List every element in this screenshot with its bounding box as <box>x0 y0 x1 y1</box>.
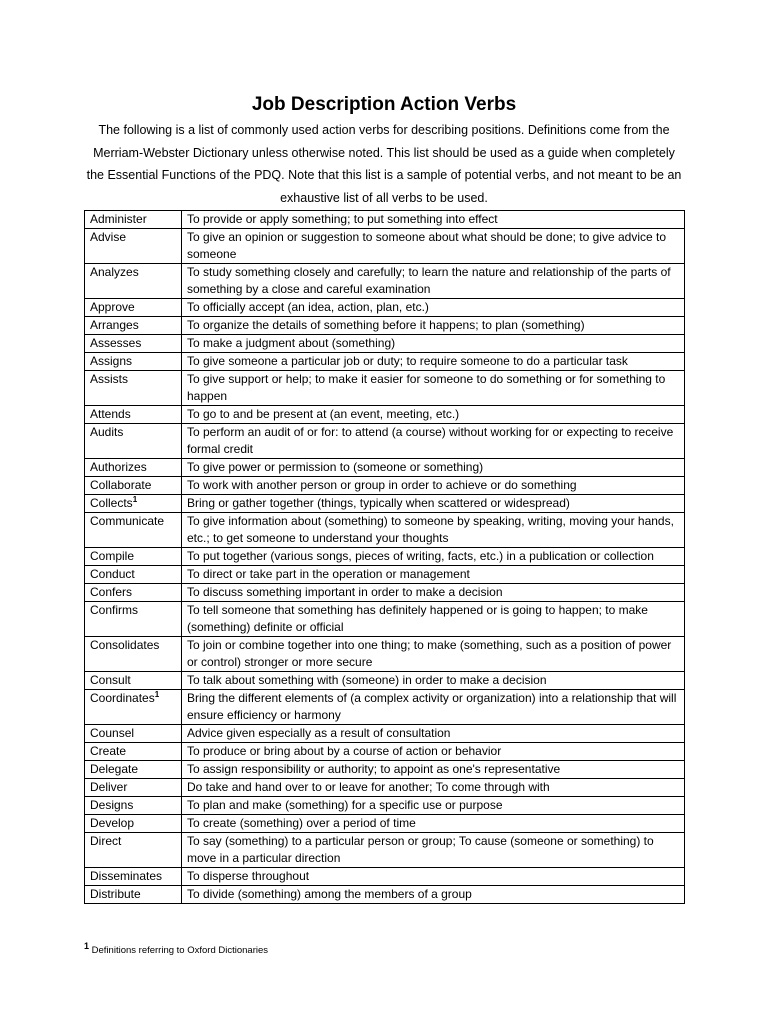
table-row <box>85 566 685 584</box>
table-row <box>85 886 685 904</box>
intro-paragraph: The following is a list of commonly used action verbs for describing positions. Definitions come from the Merriam-Webster Dictionary unless otherwise noted. This list should be used as a guide when completely the Essential Functions of the PDQ. Note that this list is a sample of potential verbs, and not meant to be an exhaustive list of all verbs to be used. <box>86 123 682 205</box>
table-row <box>85 477 685 495</box>
verb-term: Collaborate <box>90 478 152 492</box>
table-row <box>85 833 685 868</box>
verb-term: Approve <box>90 300 135 314</box>
verb-term-cell <box>85 229 182 264</box>
footnote <box>84 940 269 958</box>
verb-term: Counsel <box>90 726 135 740</box>
table-row <box>85 548 685 566</box>
table-row <box>85 299 685 317</box>
table-row <box>85 317 685 335</box>
verb-term-cell <box>85 797 182 815</box>
verb-term-cell <box>85 672 182 690</box>
verb-term-cell <box>85 779 182 797</box>
verb-term: Direct <box>90 834 122 848</box>
page-title: Job Description Action Verbs <box>251 94 517 115</box>
table-row <box>85 513 685 548</box>
footnote-reference: 1 <box>132 495 138 504</box>
verb-definition: To officially accept (an idea, action, plan, etc.) <box>182 299 685 317</box>
table-row <box>85 371 685 406</box>
verb-definition: To give someone a particular job or duty; to require someone to do a particular task <box>182 353 685 371</box>
table-row <box>85 495 685 513</box>
verb-term: Audits <box>90 425 124 439</box>
verb-term: Delegate <box>90 762 139 776</box>
verb-term: Assigns <box>90 354 133 368</box>
verb-definition: Do take and hand over to or leave for another; To come through with <box>182 779 685 797</box>
verb-term-cell <box>85 477 182 495</box>
verb-term: Attends <box>90 407 131 421</box>
verb-definition: To go to and be present at (an event, meeting, etc.) <box>182 406 685 424</box>
verb-definition: To give power or permission to (someone or something) <box>182 459 685 477</box>
footnote-reference: 1 <box>154 690 160 699</box>
verb-term-cell <box>85 424 182 459</box>
verb-definition: To perform an audit of or for: to attend (a course) without working for or expecting to receive formal credit <box>182 424 685 459</box>
verb-term: Assesses <box>90 336 142 350</box>
verb-term-cell <box>85 513 182 548</box>
table-row <box>85 211 685 229</box>
table-row <box>85 725 685 743</box>
verb-definition: To divide (something) among the members of a group <box>182 886 685 904</box>
verb-definition: To put together (various songs, pieces of writing, facts, etc.) in a publication or collection <box>182 548 685 566</box>
verb-term: Communicate <box>90 514 165 528</box>
verb-term-cell <box>85 886 182 904</box>
verb-definition: To create (something) over a period of time <box>182 815 685 833</box>
verb-definition: To say (something) to a particular person or group; To cause (someone or something) to move in a particular direction <box>182 833 685 868</box>
verb-term: Deliver <box>90 780 128 794</box>
verb-term-cell <box>85 761 182 779</box>
verb-term-cell <box>85 833 182 868</box>
table-row <box>85 335 685 353</box>
verb-term: Consolidates <box>90 638 160 652</box>
verb-definition: To give an opinion or suggestion to someone about what should be done; to give advice to someone <box>182 229 685 264</box>
verb-definition: To join or combine together into one thing; to make (something, such as a position of power or control) stronger or more secure <box>182 637 685 672</box>
table-row <box>85 229 685 264</box>
table-row <box>85 424 685 459</box>
verb-term: Collects <box>90 496 133 510</box>
verb-term: Coordinates <box>90 691 155 705</box>
table-row <box>85 264 685 299</box>
verb-term: Conduct <box>90 567 135 581</box>
verb-term: Disseminates <box>90 869 163 883</box>
verb-definition: To disperse throughout <box>182 868 685 886</box>
verb-term-cell <box>85 637 182 672</box>
table-row <box>85 761 685 779</box>
verb-definition: To give information about (something) to someone by speaking, writing, moving your hands, etc.; to get someone to understand your thoughts <box>182 513 685 548</box>
verb-definition: To discuss something important in order to make a decision <box>182 584 685 602</box>
table-row <box>85 584 685 602</box>
verb-term: Distribute <box>90 887 141 901</box>
verb-definition: To produce or bring about by a course of action or behavior <box>182 743 685 761</box>
verb-term-cell <box>85 317 182 335</box>
verb-term-cell <box>85 299 182 317</box>
table-row <box>85 459 685 477</box>
verb-definition: To make a judgment about (something) <box>182 335 685 353</box>
verb-definition: To direct or take part in the operation or management <box>182 566 685 584</box>
verb-term: Designs <box>90 798 134 812</box>
table-row <box>85 690 685 725</box>
verb-term-cell <box>85 566 182 584</box>
verb-term-cell <box>85 335 182 353</box>
verb-term-cell <box>85 495 182 513</box>
verb-definition: Advice given especially as a result of consultation <box>182 725 685 743</box>
verb-term-cell <box>85 725 182 743</box>
table-row <box>85 637 685 672</box>
verb-term-cell <box>85 690 182 725</box>
verb-definition: To study something closely and carefully; to learn the nature and relationship of the parts of something by a close and careful examination <box>182 264 685 299</box>
verb-definition: To work with another person or group in order to achieve or do something <box>182 477 685 495</box>
verb-term: Confers <box>90 585 133 599</box>
verb-term-cell <box>85 868 182 886</box>
verb-term: Create <box>90 744 127 758</box>
verb-term: Administer <box>90 212 147 226</box>
verb-term-cell <box>85 584 182 602</box>
verb-term: Consult <box>90 673 131 687</box>
verb-term-cell <box>85 211 182 229</box>
verb-definition: To assign responsibility or authority; to appoint as one's representative <box>182 761 685 779</box>
verb-term-cell <box>85 743 182 761</box>
verb-term: Arranges <box>90 318 139 332</box>
verb-term-cell <box>85 371 182 406</box>
table-row <box>85 602 685 637</box>
footnote-text: Definitions referring to Oxford Dictionaries <box>91 945 269 956</box>
verb-definition: To give support or help; to make it easier for someone to do something or for something to happen <box>182 371 685 406</box>
verb-term: Confirms <box>90 603 139 617</box>
verb-definition: To plan and make (something) for a specific use or purpose <box>182 797 685 815</box>
action-verbs-table <box>84 210 685 904</box>
verb-definition: To tell someone that something has definitely happened or is going to happen; to make (something) definite or official <box>182 602 685 637</box>
verb-term-cell <box>85 353 182 371</box>
verb-definition: Bring or gather together (things, typically when scattered or widespread) <box>182 495 685 513</box>
verb-term: Authorizes <box>90 460 147 474</box>
verb-term-cell <box>85 548 182 566</box>
verb-term: Advise <box>90 230 127 244</box>
verb-definition: Bring the different elements of (a complex activity or organization) into a relationship that will ensure efficiency or harmony <box>182 690 685 725</box>
verb-definition: To provide or apply something; to put something into effect <box>182 211 685 229</box>
verb-term: Analyzes <box>90 265 139 279</box>
verb-definition: To talk about something with (someone) in order to make a decision <box>182 672 685 690</box>
verb-definition: To organize the details of something before it happens; to plan (something) <box>182 317 685 335</box>
verb-term-cell <box>85 602 182 637</box>
table-row <box>85 406 685 424</box>
verb-term-cell <box>85 264 182 299</box>
verb-term: Assists <box>90 372 129 386</box>
verb-term: Compile <box>90 549 135 563</box>
verb-term-cell <box>85 406 182 424</box>
table-row <box>85 743 685 761</box>
table-row <box>85 779 685 797</box>
verb-term: Develop <box>90 816 135 830</box>
table-row <box>85 672 685 690</box>
footnote-mark: 1 <box>84 940 90 951</box>
table-row <box>85 353 685 371</box>
table-row <box>85 815 685 833</box>
verb-term-cell <box>85 459 182 477</box>
table-row <box>85 797 685 815</box>
verb-term-cell <box>85 815 182 833</box>
table-row <box>85 868 685 886</box>
